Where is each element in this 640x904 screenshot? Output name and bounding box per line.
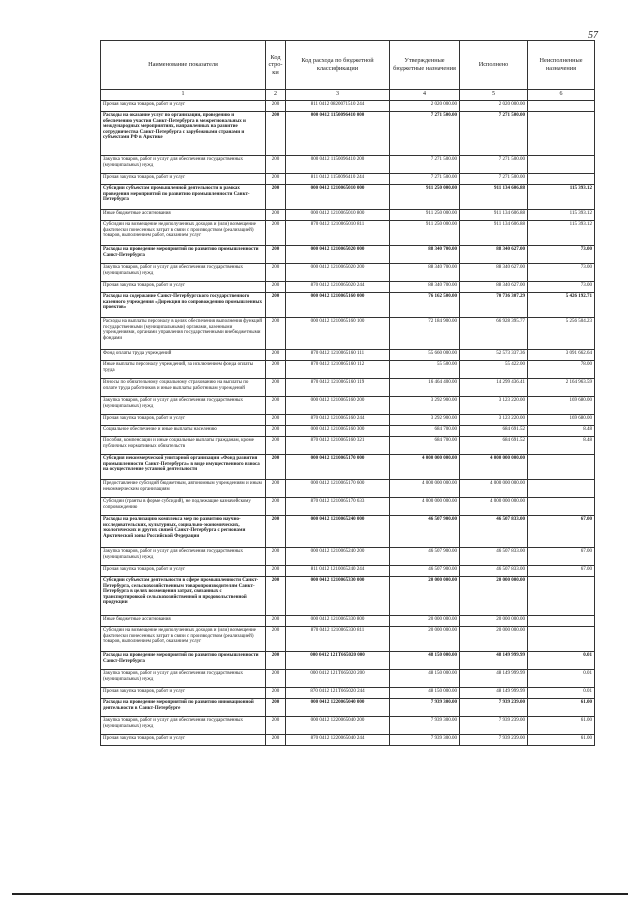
executed-amount-cell: 48 149 999.99 (460, 652, 528, 670)
line-code-cell: 200 (266, 498, 286, 516)
unexecuted-amount-cell: 0.01 (528, 688, 595, 699)
unexecuted-amount-cell: 5 256 504.23 (528, 318, 595, 350)
expense-code-cell: 870 0412 1220065040 244 (286, 735, 390, 746)
header-unexecuted: Неисполненные назначения (528, 41, 595, 90)
indicator-name-cell: Расходы на содержание Санкт-Петербургского государственного казенного учреждения «Дирекция по сопровождению промышленных проектов» (101, 293, 266, 318)
indicator-name-cell: Закупка товаров, работ и услуг для обеспечения государственных (муниципальных) нужд (101, 717, 266, 735)
indicator-name-cell: Прочая закупка товаров, работ и услуг (101, 688, 266, 699)
approved-amount-cell: 55 500.00 (390, 361, 460, 379)
expense-code-cell: 000 0412 1150096410 000 (286, 112, 390, 156)
approved-amount-cell: 684 700.00 (390, 426, 460, 437)
approved-amount-cell: 4 000 000 000.00 (390, 455, 460, 480)
expense-code-cell: 870 0412 1210065170 633 (286, 498, 390, 516)
approved-amount-cell: 911 250 000.00 (390, 210, 460, 221)
expense-code-cell: 870 0412 1210065020 244 (286, 282, 390, 293)
approved-amount-cell: 2 020 000.00 (390, 101, 460, 112)
unexecuted-amount-cell: 61.00 (528, 717, 595, 735)
unexecuted-amount-cell: 73.00 (528, 246, 595, 264)
table-row (101, 318, 595, 350)
executed-amount-cell: 7 271 500.00 (460, 174, 528, 185)
expense-code-cell: 000 0412 1220065040 000 (286, 699, 390, 717)
indicator-name-cell: Взносы по обязательному социальному страхованию на выплаты по оплате труда работников и иные выплаты работникам учреждений (101, 379, 266, 397)
indicator-name-cell: Субсидии на возмещение недополученных доходов и (или) возмещение фактически понесенных затрат в связи с производством (реализацией) товаров, выполнением работ, оказанием услуг (101, 221, 266, 246)
executed-amount-cell: 3 123 220.00 (460, 397, 528, 415)
approved-amount-cell: 3 292 900.00 (390, 397, 460, 415)
indicator-name-cell: Прочая закупка товаров, работ и услуг (101, 735, 266, 746)
budget-execution-table (100, 40, 595, 746)
executed-amount-cell: 7 939 239.00 (460, 699, 528, 717)
unexecuted-amount-cell (528, 627, 595, 652)
unexecuted-amount-cell (528, 498, 595, 516)
unexecuted-amount-cell (528, 112, 595, 156)
line-code-cell: 200 (266, 566, 286, 577)
table-row (101, 670, 595, 688)
indicator-name-cell: Социальное обеспечение и иные выплаты населению (101, 426, 266, 437)
executed-amount-cell: 2 020 000.00 (460, 101, 528, 112)
line-code-cell: 200 (266, 616, 286, 627)
unexecuted-amount-cell (528, 577, 595, 616)
indicator-name-cell: Субсидии субъектам деятельности в сфере промышленности Санкт-Петербурга, сельскохозяйственным товаропроизводителям Санкт-Петербурга в целях возмещения затрат, связанных с транспортировкой сельскохозяйственной и продовольственной продукции (101, 577, 266, 616)
executed-amount-cell: 70 736 307.29 (460, 293, 528, 318)
indicator-name-cell: Закупка товаров, работ и услуг для обеспечения государственных (муниципальных) нужд (101, 156, 266, 174)
approved-amount-cell: 7 939 300.00 (390, 699, 460, 717)
expense-code-cell: 811 0412 1210065240 244 (286, 566, 390, 577)
indicator-name-cell: Фонд оплаты труда учреждений (101, 350, 266, 361)
unexecuted-amount-cell: 73.00 (528, 264, 595, 282)
table-row (101, 652, 595, 670)
indicator-name-cell: Прочая закупка товаров, работ и услуг (101, 566, 266, 577)
expense-code-cell: 870 0412 1210065160 111 (286, 350, 390, 361)
header-approved: Утвержденные бюджетные назначения (390, 41, 460, 90)
unexecuted-amount-cell (528, 480, 595, 498)
approved-amount-cell: 16 464 400.00 (390, 379, 460, 397)
executed-amount-cell: 20 000 000.00 (460, 616, 528, 627)
executed-amount-cell: 14 299 436.41 (460, 379, 528, 397)
page-number: 57 (588, 30, 598, 41)
line-code-cell: 200 (266, 415, 286, 426)
line-code-cell: 200 (266, 652, 286, 670)
table-row (101, 498, 595, 516)
table-row (101, 361, 595, 379)
unexecuted-amount-cell: 8.48 (528, 426, 595, 437)
unexecuted-amount-cell (528, 156, 595, 174)
approved-amount-cell: 7 939 300.00 (390, 735, 460, 746)
line-code-cell: 200 (266, 156, 286, 174)
expense-code-cell: 000 0412 1210065170 600 (286, 480, 390, 498)
table-row (101, 221, 595, 246)
executed-amount-cell: 88 340 627.00 (460, 282, 528, 293)
approved-amount-cell: 48 150 000.00 (390, 688, 460, 699)
line-code-cell: 200 (266, 264, 286, 282)
table-row (101, 350, 595, 361)
line-code-cell: 200 (266, 350, 286, 361)
indicator-name-cell: Расходы на проведение мероприятий по развитию промышленности Санкт-Петербурга (101, 652, 266, 670)
column-number: 4 (390, 90, 460, 101)
indicator-name-cell: Субсидии (гранты в форме субсидий), не подлежащие казначейскому сопровождению (101, 498, 266, 516)
table-row (101, 426, 595, 437)
table-row (101, 480, 595, 498)
unexecuted-amount-cell: 8.48 (528, 437, 595, 455)
line-code-cell: 200 (266, 379, 286, 397)
indicator-name-cell: Закупка товаров, работ и услуг для обеспечения государственных (муниципальных) нужд (101, 670, 266, 688)
indicator-name-cell: Прочая закупка товаров, работ и услуг (101, 282, 266, 293)
line-code-cell: 200 (266, 318, 286, 350)
indicator-name-cell: Закупка товаров, работ и услуг для обеспечения государственных (муниципальных) нужд (101, 548, 266, 566)
unexecuted-amount-cell: 169 680.00 (528, 415, 595, 426)
unexecuted-amount-cell (528, 455, 595, 480)
indicator-name-cell: Расходы на оказание услуг по организации, проведению и обеспечению участия Санкт-Петербурга в межрегиональных и международных мероприятиях, направленных на развитие сотрудничества Санкт-Петербурга с зарубежными странами и субъектами РФ в Арктике (101, 112, 266, 156)
approved-amount-cell: 7 271 500.00 (390, 174, 460, 185)
line-code-cell: 200 (266, 480, 286, 498)
expense-code-cell: 811 0412 0820071510 244 (286, 101, 390, 112)
executed-amount-cell: 46 507 833.00 (460, 516, 528, 548)
approved-amount-cell: 48 150 000.00 (390, 670, 460, 688)
approved-amount-cell: 55 660 000.00 (390, 350, 460, 361)
table-row (101, 699, 595, 717)
header-expense-code: Код расхода по бюджетной классификации (286, 41, 390, 90)
executed-amount-cell: 3 123 220.00 (460, 415, 528, 426)
table-row (101, 282, 595, 293)
expense-code-cell: 000 0412 1150096410 200 (286, 156, 390, 174)
unexecuted-amount-cell: 67.00 (528, 566, 595, 577)
table-row (101, 185, 595, 210)
table-body (101, 101, 595, 746)
line-code-cell: 200 (266, 112, 286, 156)
approved-amount-cell: 46 507 900.00 (390, 566, 460, 577)
approved-amount-cell: 88 340 700.00 (390, 246, 460, 264)
approved-amount-cell: 48 150 000.00 (390, 652, 460, 670)
indicator-name-cell: Прочая закупка товаров, работ и услуг (101, 174, 266, 185)
unexecuted-amount-cell: 115 393.12 (528, 210, 595, 221)
header-line-code: Код стро-ки (266, 41, 286, 90)
line-code-cell: 200 (266, 437, 286, 455)
executed-amount-cell: 911 134 606.88 (460, 221, 528, 246)
line-code-cell: 200 (266, 210, 286, 221)
executed-amount-cell: 7 939 239.00 (460, 735, 528, 746)
indicator-name-cell: Субсидия некоммерческой унитарной организации «Фонд развития промышленности Санкт-Петербурга» в виде имущественного взноса на осуществление уставной деятельности (101, 455, 266, 480)
expense-code-cell: 000 0412 1210065170 000 (286, 455, 390, 480)
line-code-cell: 200 (266, 548, 286, 566)
column-number: 5 (460, 90, 528, 101)
line-code-cell: 200 (266, 361, 286, 379)
expense-code-cell: 000 0412 121Т665020 000 (286, 652, 390, 670)
expense-code-cell: 870 0412 1210065010 811 (286, 221, 390, 246)
approved-amount-cell: 20 000 000.00 (390, 627, 460, 652)
page-bottom-border (12, 893, 628, 895)
table-row (101, 264, 595, 282)
line-code-cell: 200 (266, 577, 286, 616)
approved-amount-cell: 20 000 000.00 (390, 616, 460, 627)
expense-code-cell: 000 0412 1210065020 000 (286, 246, 390, 264)
expense-code-cell: 000 0412 1210065240 000 (286, 516, 390, 548)
unexecuted-amount-cell (528, 101, 595, 112)
unexecuted-amount-cell: 2 164 963.59 (528, 379, 595, 397)
table-row (101, 566, 595, 577)
table-row (101, 516, 595, 548)
executed-amount-cell: 911 134 606.88 (460, 185, 528, 210)
unexecuted-amount-cell: 115 393.12 (528, 221, 595, 246)
expense-code-cell: 000 0412 1210065010 000 (286, 185, 390, 210)
expense-code-cell: 870 0412 1210065160 244 (286, 415, 390, 426)
indicator-name-cell: Иные бюджетные ассигнования (101, 210, 266, 221)
approved-amount-cell: 7 271 500.00 (390, 112, 460, 156)
unexecuted-amount-cell: 73.00 (528, 282, 595, 293)
indicator-name-cell: Расходы на реализацию комплекса мер по развитию научно-исследовательских, культурных, социально-экономических, экологических и других связей Санкт-Петербурга с регионами Арктической зоны Российской Федерации (101, 516, 266, 548)
unexecuted-amount-cell: 3 091 662.64 (528, 350, 595, 361)
unexecuted-amount-cell: 61.00 (528, 699, 595, 717)
table-row (101, 548, 595, 566)
table-row (101, 156, 595, 174)
executed-amount-cell: 4 000 000 000.00 (460, 480, 528, 498)
unexecuted-amount-cell (528, 174, 595, 185)
executed-amount-cell: 684 691.52 (460, 426, 528, 437)
expense-code-cell: 000 0412 1210065160 300 (286, 426, 390, 437)
table-row (101, 379, 595, 397)
unexecuted-amount-cell: 0.01 (528, 670, 595, 688)
header-indicator-name: Наименование показателя (101, 41, 266, 90)
table-row (101, 293, 595, 318)
column-number: 2 (266, 90, 286, 101)
column-number: 1 (101, 90, 266, 101)
approved-amount-cell: 76 162 500.00 (390, 293, 460, 318)
approved-amount-cell: 7 939 300.00 (390, 717, 460, 735)
executed-amount-cell: 66 928 395.77 (460, 318, 528, 350)
executed-amount-cell: 7 271 500.00 (460, 112, 528, 156)
table-row (101, 437, 595, 455)
line-code-cell: 200 (266, 101, 286, 112)
column-number: 6 (528, 90, 595, 101)
executed-amount-cell: 684 691.52 (460, 437, 528, 455)
expense-code-cell: 811 0412 1150096410 244 (286, 174, 390, 185)
line-code-cell: 200 (266, 221, 286, 246)
table-header-row (101, 41, 595, 90)
indicator-name-cell: Прочая закупка товаров, работ и услуг (101, 415, 266, 426)
approved-amount-cell: 7 271 500.00 (390, 156, 460, 174)
unexecuted-amount-cell: 67.00 (528, 548, 595, 566)
approved-amount-cell: 3 292 900.00 (390, 415, 460, 426)
table-row (101, 717, 595, 735)
table-row (101, 210, 595, 221)
table-row (101, 455, 595, 480)
table-row (101, 246, 595, 264)
table-row (101, 688, 595, 699)
approved-amount-cell: 46 507 900.00 (390, 516, 460, 548)
indicator-name-cell: Закупка товаров, работ и услуг для обеспечения государственных (муниципальных) нужд (101, 397, 266, 415)
line-code-cell: 200 (266, 717, 286, 735)
table-row (101, 397, 595, 415)
expense-code-cell: 000 0412 1210065160 000 (286, 293, 390, 318)
expense-code-cell: 870 0412 1210065330 811 (286, 627, 390, 652)
expense-code-cell: 870 0412 1210065160 112 (286, 361, 390, 379)
indicator-name-cell: Расходы на проведение мероприятий по развитию инновационной деятельности в Санкт-Петербурге (101, 699, 266, 717)
approved-amount-cell: 46 507 900.00 (390, 548, 460, 566)
expense-code-cell: 000 0412 1210065020 200 (286, 264, 390, 282)
line-code-cell: 200 (266, 174, 286, 185)
table-row (101, 616, 595, 627)
approved-amount-cell: 72 184 900.00 (390, 318, 460, 350)
header-executed: Исполнено (460, 41, 528, 90)
expense-code-cell: 000 0412 1210065240 200 (286, 548, 390, 566)
unexecuted-amount-cell: 169 680.00 (528, 397, 595, 415)
line-code-cell: 200 (266, 426, 286, 437)
executed-amount-cell: 911 134 606.88 (460, 210, 528, 221)
unexecuted-amount-cell: 0.01 (528, 652, 595, 670)
unexecuted-amount-cell: 67.00 (528, 516, 595, 548)
approved-amount-cell: 88 340 700.00 (390, 282, 460, 293)
executed-amount-cell: 4 000 000 000.00 (460, 455, 528, 480)
indicator-name-cell: Субсидии на возмещение недополученных доходов и (или) возмещение фактически понесенных затрат в связи с производством (реализацией) товаров, выполнением работ, оказанием услуг (101, 627, 266, 652)
table-row (101, 627, 595, 652)
table-row (101, 577, 595, 616)
unexecuted-amount-cell (528, 616, 595, 627)
column-numbers-row (101, 90, 595, 101)
line-code-cell: 200 (266, 246, 286, 264)
unexecuted-amount-cell: 78.00 (528, 361, 595, 379)
executed-amount-cell: 48 149 999.99 (460, 670, 528, 688)
expense-code-cell: 000 0412 1220065040 200 (286, 717, 390, 735)
unexecuted-amount-cell: 61.00 (528, 735, 595, 746)
table-row (101, 174, 595, 185)
executed-amount-cell: 52 573 337.36 (460, 350, 528, 361)
unexecuted-amount-cell: 5 426 192.71 (528, 293, 595, 318)
indicator-name-cell: Субсидии субъектам промышленной деятельности в рамках проведения мероприятий по развитию промышленности Санкт-Петербурга (101, 185, 266, 210)
table-row (101, 101, 595, 112)
table-row (101, 415, 595, 426)
line-code-cell: 200 (266, 185, 286, 210)
line-code-cell: 200 (266, 670, 286, 688)
approved-amount-cell: 911 250 000.00 (390, 221, 460, 246)
indicator-name-cell: Расходы на проведение мероприятий по развитию промышленности Санкт-Петербурга (101, 246, 266, 264)
executed-amount-cell: 88 340 627.00 (460, 264, 528, 282)
line-code-cell: 200 (266, 455, 286, 480)
executed-amount-cell: 4 000 000 000.00 (460, 498, 528, 516)
indicator-name-cell: Пособия, компенсации и иные социальные выплаты гражданам, кроме публичных нормативных обязательств (101, 437, 266, 455)
expense-code-cell: 870 0412 1210065160 321 (286, 437, 390, 455)
indicator-name-cell: Иные выплаты персоналу учреждений, за исключением фонда оплаты труда (101, 361, 266, 379)
executed-amount-cell: 46 507 833.00 (460, 566, 528, 577)
executed-amount-cell: 20 000 000.00 (460, 577, 528, 616)
indicator-name-cell: Предоставление субсидий бюджетным, автономным учреждениям и иным некоммерческим организациям (101, 480, 266, 498)
line-code-cell: 200 (266, 293, 286, 318)
executed-amount-cell: 48 149 999.99 (460, 688, 528, 699)
approved-amount-cell: 20 000 000.00 (390, 577, 460, 616)
expense-code-cell: 000 0412 121Т665020 200 (286, 670, 390, 688)
executed-amount-cell: 20 000 000.00 (460, 627, 528, 652)
line-code-cell: 200 (266, 516, 286, 548)
executed-amount-cell: 46 507 833.00 (460, 548, 528, 566)
column-number: 3 (286, 90, 390, 101)
approved-amount-cell: 4 000 000 000.00 (390, 498, 460, 516)
line-code-cell: 200 (266, 397, 286, 415)
expense-code-cell: 000 0412 1210065010 800 (286, 210, 390, 221)
line-code-cell: 200 (266, 699, 286, 717)
indicator-name-cell: Прочая закупка товаров, работ и услуг (101, 101, 266, 112)
executed-amount-cell: 7 271 500.00 (460, 156, 528, 174)
expense-code-cell: 000 0412 1210065160 100 (286, 318, 390, 350)
table-row (101, 735, 595, 746)
expense-code-cell: 870 0412 121Т665020 244 (286, 688, 390, 699)
unexecuted-amount-cell: 115 393.12 (528, 185, 595, 210)
expense-code-cell: 000 0412 1210065330 800 (286, 616, 390, 627)
approved-amount-cell: 4 000 000 000.00 (390, 480, 460, 498)
expense-code-cell: 870 0412 1210065160 119 (286, 379, 390, 397)
indicator-name-cell: Иные бюджетные ассигнования (101, 616, 266, 627)
line-code-cell: 200 (266, 627, 286, 652)
executed-amount-cell: 55 422.00 (460, 361, 528, 379)
line-code-cell: 200 (266, 735, 286, 746)
indicator-name-cell: Закупка товаров, работ и услуг для обеспечения государственных (муниципальных) нужд (101, 264, 266, 282)
approved-amount-cell: 911 250 000.00 (390, 185, 460, 210)
line-code-cell: 200 (266, 688, 286, 699)
table-row (101, 112, 595, 156)
line-code-cell: 200 (266, 282, 286, 293)
expense-code-cell: 000 0412 1210065330 000 (286, 577, 390, 616)
executed-amount-cell: 7 939 239.00 (460, 717, 528, 735)
executed-amount-cell: 88 340 627.00 (460, 246, 528, 264)
approved-amount-cell: 88 340 700.00 (390, 264, 460, 282)
expense-code-cell: 000 0412 1210065160 200 (286, 397, 390, 415)
indicator-name-cell: Расходы на выплаты персоналу в целях обеспечения выполнения функций государственными (муниципальными) органами, казенными учреждениями, органами управления государственными внебюджетными фондами (101, 318, 266, 350)
approved-amount-cell: 684 700.00 (390, 437, 460, 455)
